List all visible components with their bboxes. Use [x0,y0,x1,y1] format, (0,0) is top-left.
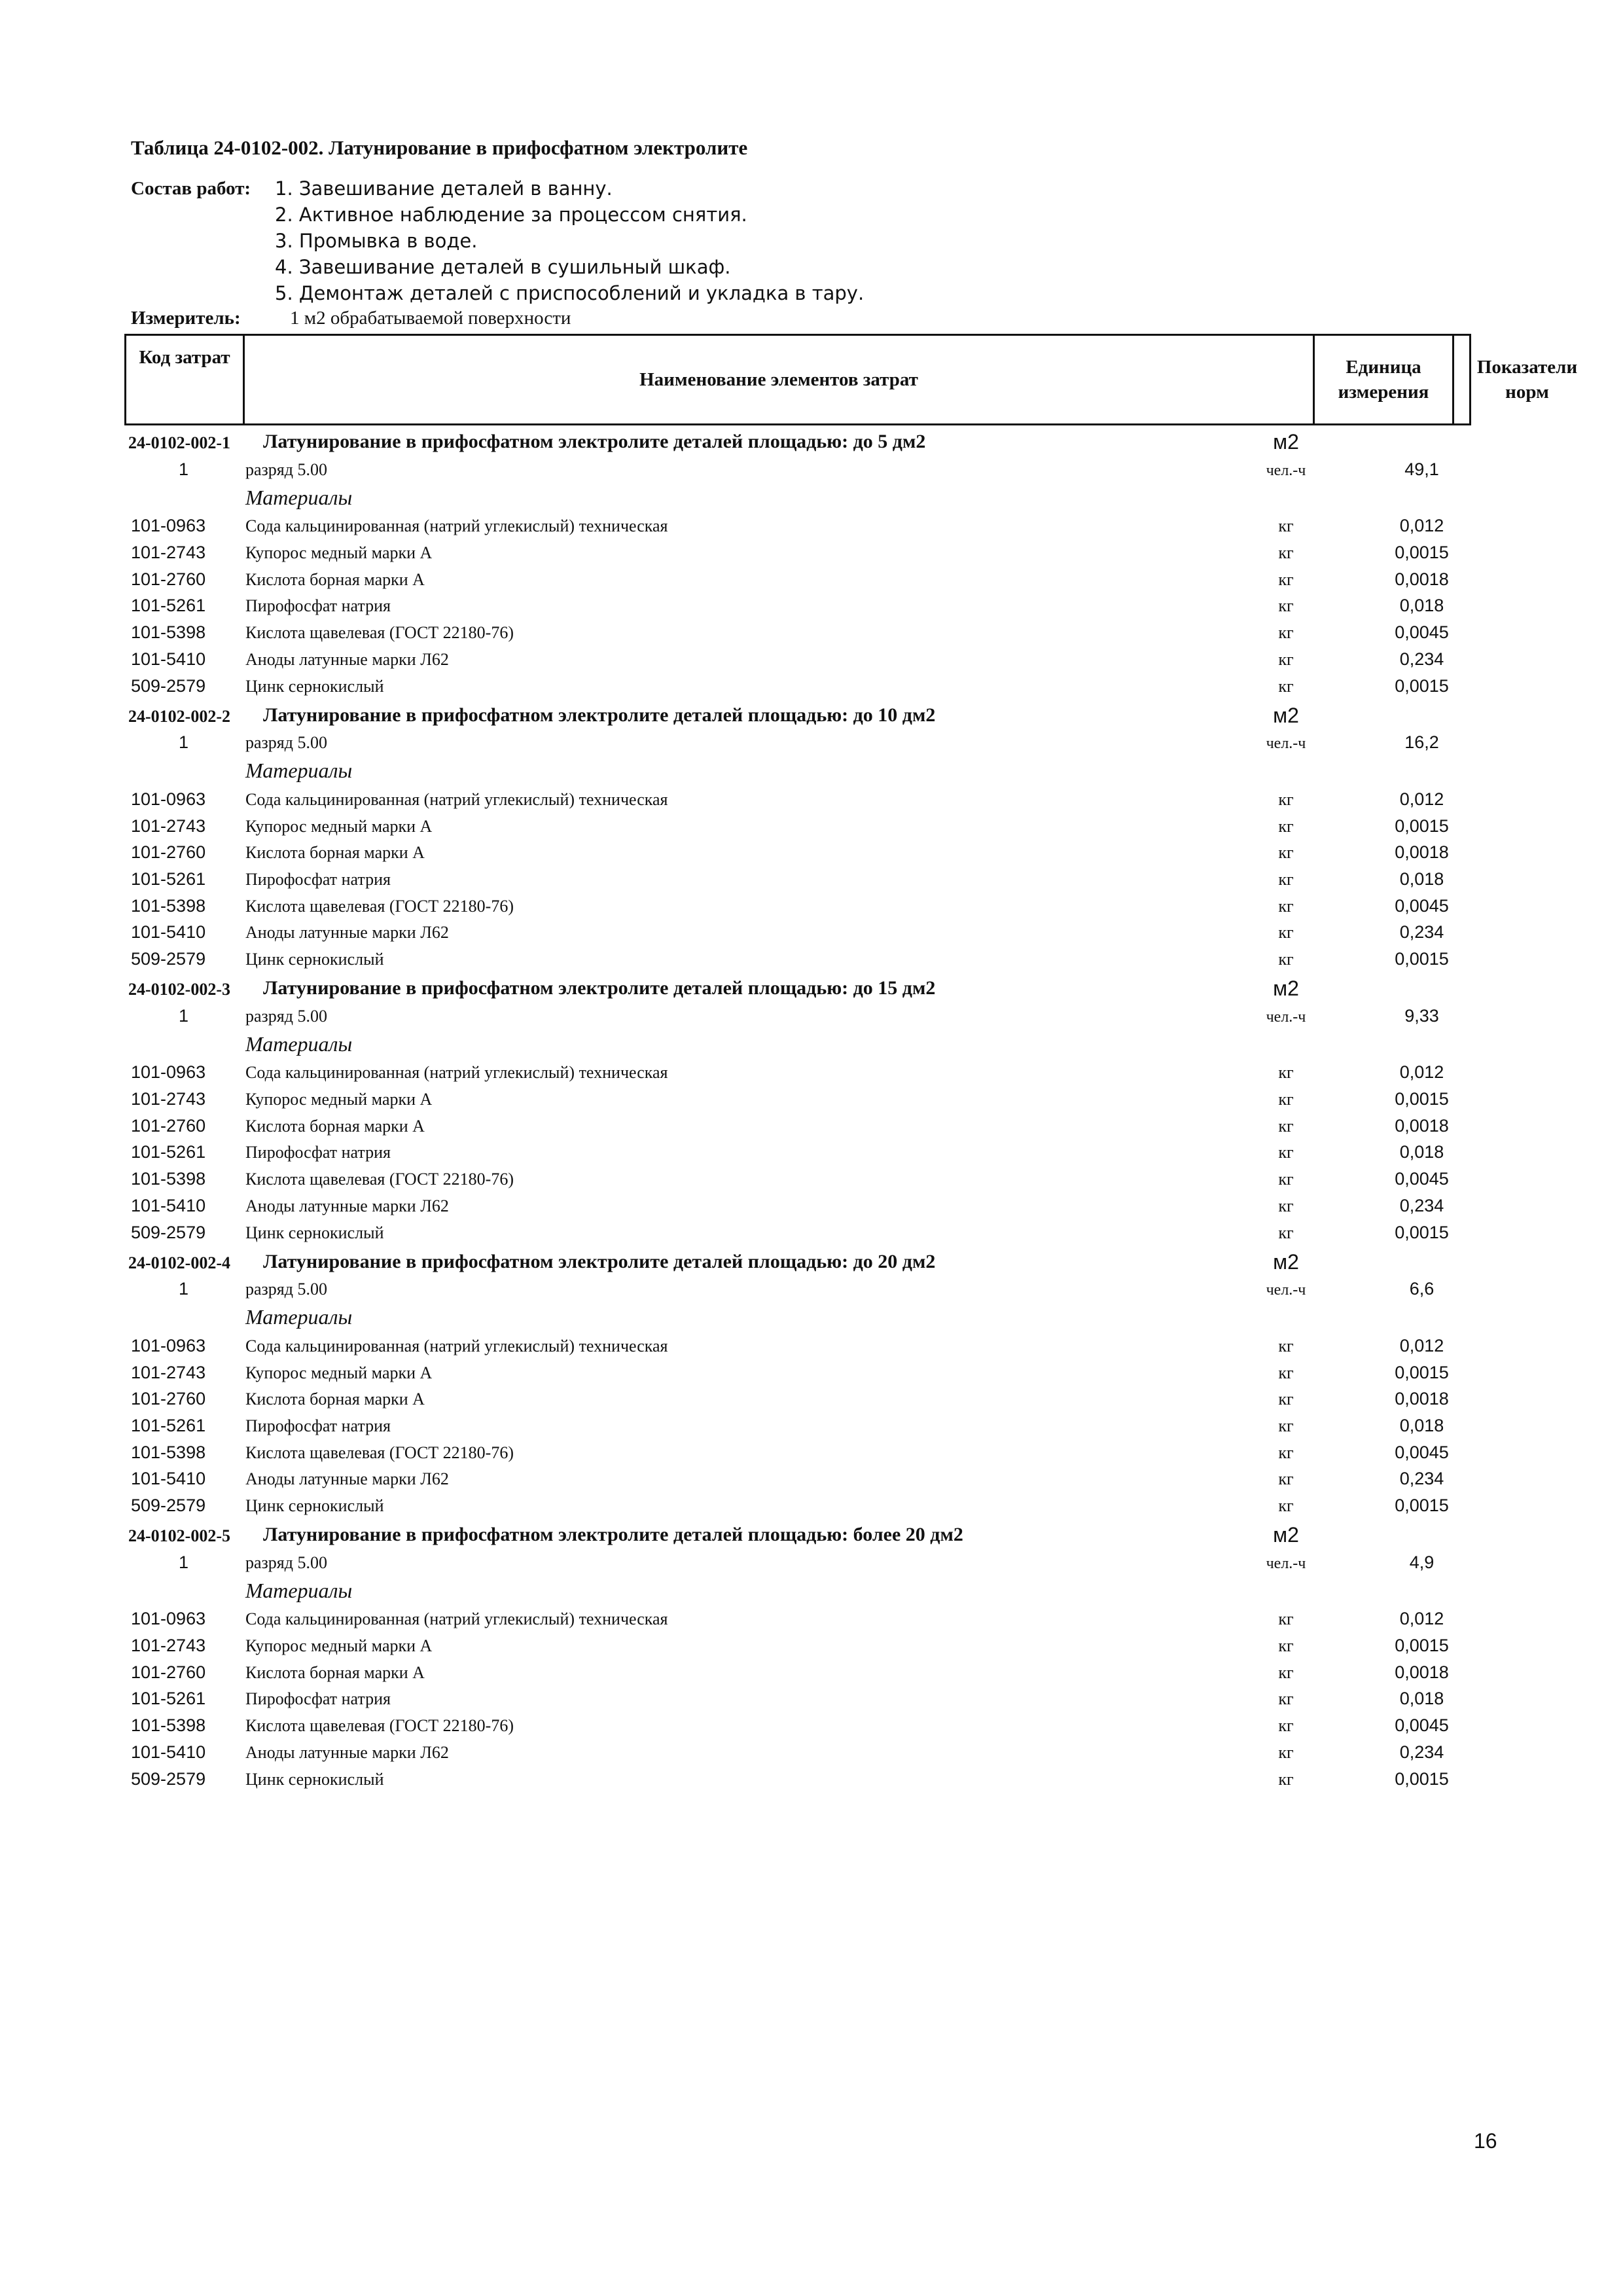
material-name: Сода кальцинированная (натрий углекислый) техническая [245,516,668,536]
measure-value: 1 м2 обрабатываемой поверхности [290,308,571,329]
material-row [0,1412,1623,1439]
material-unit: кг [1278,623,1294,643]
material-row [0,865,1623,892]
composition-item: 4. Завешивание деталей в сушильный шкаф. [275,256,731,278]
material-value: 0,0045 [1395,1442,1449,1462]
material-row [0,812,1623,839]
material-unit: кг [1278,1170,1294,1189]
labor-value: 16,2 [1404,732,1439,753]
material-value: 0,0015 [1395,1496,1449,1515]
labor-row [0,1549,1623,1575]
section-row [0,972,1623,1002]
material-unit: кг [1278,1469,1294,1489]
header-norm [1454,336,1600,423]
material-row [0,839,1623,866]
material-row [0,1712,1623,1738]
material-code: 101-0963 [131,1335,206,1355]
materials-heading: Материалы [245,1578,353,1602]
material-row [0,619,1623,645]
material-row [0,1685,1623,1712]
material-code: 509-2579 [131,949,206,969]
material-value: 0,0018 [1395,842,1449,863]
labor-name: разряд 5.00 [245,733,327,753]
labor-code: 1 [178,1279,188,1299]
material-name: Сода кальцинированная (натрий углекислый) техническая [245,789,668,809]
material-code: 101-5261 [131,1689,206,1709]
material-row [0,1765,1623,1792]
material-name: Аноды латунные марки Л62 [245,923,449,942]
material-row [0,1439,1623,1465]
header-unit-line1: Единица [1346,357,1421,378]
section-unit: м2 [1273,430,1299,454]
material-code: 101-5261 [131,596,206,616]
material-unit: кг [1278,1090,1294,1109]
material-name: Купорос медный марки А [245,543,433,563]
material-code: 509-2579 [131,675,206,696]
material-code: 101-5398 [131,1715,206,1736]
material-name: Кислота щавелевая (ГОСТ 22180-76) [245,1716,514,1736]
labor-value: 6,6 [1409,1279,1435,1299]
material-name: Купорос медный марки А [245,1090,433,1109]
material-value: 0,0045 [1395,1715,1449,1736]
composition-item: 2. Активное наблюдение за процессом снятия. [275,204,747,226]
material-name: Купорос медный марки А [245,1363,433,1382]
section-unit: м2 [1273,1523,1299,1547]
material-value: 0,018 [1399,869,1444,889]
material-row [0,1386,1623,1412]
labor-value: 9,33 [1404,1005,1439,1026]
material-code: 101-0963 [131,1609,206,1629]
material-name: Цинк сернокислый [245,1496,384,1515]
materials-heading-row [0,482,1623,512]
material-code: 101-5261 [131,1415,206,1435]
material-unit: кг [1278,1742,1294,1762]
material-name: Пирофосфат натрия [245,1689,391,1709]
labor-row [0,1276,1623,1302]
material-row [0,1165,1623,1192]
composition-item: 3. Промывка в воде. [275,230,478,252]
material-value: 0,0018 [1395,569,1449,589]
material-name: Сода кальцинированная (натрий углекислый) техническая [245,1336,668,1355]
table-body [0,425,1623,1792]
section-row [0,1518,1623,1549]
section-code: 24-0102-002-4 [128,1253,230,1272]
material-value: 0,234 [1399,1195,1444,1215]
material-name: Пирофосфат натрия [245,1416,391,1435]
labor-row [0,456,1623,482]
material-row [0,1465,1623,1492]
materials-heading: Материалы [245,1031,353,1056]
material-name: Пирофосфат натрия [245,1143,391,1162]
material-row [0,592,1623,619]
material-row [0,645,1623,672]
material-unit: кг [1278,543,1294,563]
material-name: Пирофосфат натрия [245,596,391,616]
material-name: Цинк сернокислый [245,1769,384,1789]
material-unit: кг [1278,1336,1294,1355]
material-name: Кислота щавелевая (ГОСТ 22180-76) [245,1443,514,1462]
material-row [0,1492,1623,1518]
material-value: 0,012 [1399,1062,1444,1083]
material-value: 0,012 [1399,789,1444,809]
labor-code: 1 [178,1005,188,1026]
section-code: 24-0102-002-5 [128,1526,230,1545]
labor-code: 1 [178,732,188,753]
material-row [0,672,1623,699]
material-code: 101-2743 [131,816,206,836]
material-unit: кг [1278,923,1294,942]
material-code: 101-5398 [131,1169,206,1189]
material-code: 101-2760 [131,1389,206,1409]
material-row [0,1659,1623,1685]
material-value: 0,0015 [1395,1362,1449,1382]
material-row [0,1738,1623,1765]
material-value: 0,0018 [1395,1662,1449,1682]
material-row [0,1059,1623,1086]
material-code: 509-2579 [131,1768,206,1789]
composition-list [275,175,864,306]
material-row [0,1085,1623,1112]
material-unit: кг [1278,676,1294,696]
labor-value: 49,1 [1404,459,1439,479]
material-value: 0,0018 [1395,1389,1449,1409]
material-unit: кг [1278,516,1294,536]
material-code: 101-2760 [131,1115,206,1136]
material-code: 101-2760 [131,1662,206,1682]
material-value: 0,234 [1399,1469,1444,1489]
material-code: 101-2743 [131,543,206,563]
material-value: 0,0015 [1395,1089,1449,1109]
material-name: Кислота борная марки А [245,569,425,589]
labor-code: 1 [178,459,188,479]
material-name: Кислота борная марки А [245,1116,425,1136]
material-row [0,539,1623,565]
labor-unit: чел.-ч [1266,1008,1306,1026]
material-name: Цинк сернокислый [245,950,384,969]
material-row [0,1332,1623,1359]
material-name: Купорос медный марки А [245,1636,433,1656]
material-unit: кг [1278,1443,1294,1462]
materials-heading-row [0,1029,1623,1059]
composition-item: 1. Завешивание деталей в ванну. [275,177,613,200]
materials-heading-row [0,755,1623,785]
materials-heading-row [0,1302,1623,1332]
material-unit: кг [1278,896,1294,916]
material-unit: кг [1278,1496,1294,1515]
material-value: 0,234 [1399,1742,1444,1762]
header-norm-line1: Показатели [1476,357,1578,378]
material-value: 0,0015 [1395,1636,1449,1656]
labor-code: 1 [178,1552,188,1572]
material-code: 101-2743 [131,1362,206,1382]
material-row [0,1219,1623,1246]
material-code: 101-2760 [131,569,206,589]
material-unit: кг [1278,1143,1294,1162]
material-value: 0,0015 [1395,543,1449,563]
material-value: 0,0015 [1395,816,1449,836]
material-unit: кг [1278,1390,1294,1409]
material-name: Аноды латунные марки Л62 [245,1196,449,1215]
section-code: 24-0102-002-2 [128,706,230,726]
material-name: Кислота борная марки А [245,1390,425,1409]
labor-unit: чел.-ч [1266,1282,1306,1299]
material-value: 0,012 [1399,1335,1444,1355]
material-name: Кислота щавелевая (ГОСТ 22180-76) [245,896,514,916]
material-code: 101-5261 [131,1142,206,1162]
section-code: 24-0102-002-1 [128,433,230,452]
material-code: 101-5398 [131,622,206,643]
materials-heading-row [0,1575,1623,1605]
section-row [0,699,1623,729]
material-unit: кг [1278,1769,1294,1789]
section-title: Латунирование в прифосфатном электролите деталей площадью: до 20 дм2 [263,1250,936,1272]
material-unit: кг [1278,1609,1294,1629]
labor-name: разряд 5.00 [245,1552,327,1572]
material-name: Аноды латунные марки Л62 [245,1742,449,1762]
materials-heading: Материалы [245,485,353,509]
header-name: Наименование элементов затрат [639,369,918,390]
composition-item: 5. Демонтаж деталей с приспособлений и укладка в тару. [275,282,865,304]
material-value: 0,234 [1399,922,1444,942]
material-code: 101-5410 [131,649,206,669]
table-header [124,334,1578,425]
labor-name: разряд 5.00 [245,459,327,479]
material-value: 0,012 [1399,1609,1444,1629]
material-unit: кг [1278,569,1294,589]
material-name: Аноды латунные марки Л62 [245,649,449,669]
labor-value: 4,9 [1409,1552,1435,1572]
material-value: 0,0018 [1395,1115,1449,1136]
material-unit: кг [1278,649,1294,669]
material-row [0,1112,1623,1139]
material-name: Сода кальцинированная (натрий углекислый) техническая [245,1609,668,1629]
material-name: Аноды латунные марки Л62 [245,1469,449,1489]
section-title: Латунирование в прифосфатном электролите деталей площадью: до 15 дм2 [263,977,936,999]
labor-name: разряд 5.00 [245,1006,327,1026]
material-code: 101-2743 [131,1636,206,1656]
material-code: 101-5410 [131,1195,206,1215]
material-value: 0,018 [1399,1142,1444,1162]
material-value: 0,018 [1399,1415,1444,1435]
material-value: 0,018 [1399,1689,1444,1709]
material-code: 101-5398 [131,1442,206,1462]
material-code: 101-5410 [131,922,206,942]
material-name: Кислота щавелевая (ГОСТ 22180-76) [245,623,514,643]
material-unit: кг [1278,1223,1294,1242]
material-unit: кг [1278,789,1294,809]
material-value: 0,018 [1399,596,1444,616]
section-code: 24-0102-002-3 [128,980,230,999]
material-unit: кг [1278,950,1294,969]
material-code: 101-5410 [131,1742,206,1762]
material-row [0,1139,1623,1166]
material-unit: кг [1278,1196,1294,1215]
labor-name: разряд 5.00 [245,1280,327,1299]
material-value: 0,234 [1399,649,1444,669]
material-row [0,1192,1623,1219]
materials-heading: Материалы [245,759,353,783]
section-row [0,1246,1623,1276]
header-code: Код затрат [139,347,230,368]
material-unit: кг [1278,1662,1294,1682]
material-value: 0,0015 [1395,675,1449,696]
material-value: 0,0015 [1395,949,1449,969]
material-code: 509-2579 [131,1222,206,1242]
material-unit: кг [1278,1063,1294,1083]
labor-unit: чел.-ч [1266,735,1306,753]
material-code: 101-5410 [131,1469,206,1489]
material-name: Купорос медный марки А [245,816,433,836]
section-unit: м2 [1273,977,1299,1000]
material-name: Кислота борная марки А [245,843,425,863]
material-value: 0,0015 [1395,1222,1449,1242]
material-value: 0,0045 [1395,1169,1449,1189]
material-code: 101-5261 [131,869,206,889]
material-row [0,512,1623,539]
header-unit [1315,336,1452,423]
material-value: 0,0045 [1395,895,1449,916]
labor-row [0,1002,1623,1029]
material-code: 101-5398 [131,895,206,916]
material-name: Кислота щавелевая (ГОСТ 22180-76) [245,1170,514,1189]
material-row [0,945,1623,972]
section-title: Латунирование в прифосфатном электролите деталей площадью: до 5 дм2 [263,431,926,452]
section-title: Латунирование в прифосфатном электролите деталей площадью: до 10 дм2 [263,704,936,726]
material-row [0,785,1623,812]
material-value: 0,012 [1399,516,1444,536]
material-unit: кг [1278,816,1294,836]
material-unit: кг [1278,1689,1294,1709]
page-title: Таблица 24-0102-002. Латунирование в прифосфатном электролите [131,136,748,159]
header-unit-line2: измерения [1338,382,1429,403]
material-unit: кг [1278,1636,1294,1656]
material-unit: кг [1278,1116,1294,1136]
material-row [0,1359,1623,1386]
material-name: Цинк сернокислый [245,1223,384,1242]
page-number: 16 [1474,2129,1497,2153]
measure-label: Измеритель: [131,308,241,329]
section-row [0,425,1623,456]
materials-heading: Материалы [245,1305,353,1329]
material-row [0,919,1623,946]
material-code: 101-0963 [131,1062,206,1083]
material-unit: кг [1278,596,1294,616]
labor-unit: чел.-ч [1266,1554,1306,1572]
material-name: Кислота борная марки А [245,1662,425,1682]
material-unit: кг [1278,1716,1294,1736]
composition-label: Состав работ: [131,178,251,199]
labor-unit: чел.-ч [1266,461,1306,479]
material-code: 101-0963 [131,789,206,809]
material-name: Цинк сернокислый [245,676,384,696]
labor-row [0,729,1623,756]
material-code: 101-2760 [131,842,206,863]
header-norm-line2: норм [1505,382,1549,403]
material-code: 509-2579 [131,1496,206,1515]
material-row [0,892,1623,919]
section-unit: м2 [1273,1249,1299,1274]
material-name: Пирофосфат натрия [245,869,391,889]
material-code: 101-2743 [131,1089,206,1109]
material-unit: кг [1278,869,1294,889]
material-row [0,1632,1623,1659]
material-name: Сода кальцинированная (натрий углекислый) техническая [245,1063,668,1083]
material-value: 0,0045 [1395,622,1449,643]
section-unit: м2 [1273,703,1299,727]
material-unit: кг [1278,1416,1294,1435]
section-title: Латунирование в прифосфатном электролите деталей площадью: более 20 дм2 [263,1524,963,1545]
material-row [0,1605,1623,1632]
material-row [0,565,1623,592]
material-code: 101-0963 [131,516,206,536]
material-value: 0,0015 [1395,1768,1449,1789]
material-unit: кг [1278,843,1294,863]
material-unit: кг [1278,1363,1294,1382]
